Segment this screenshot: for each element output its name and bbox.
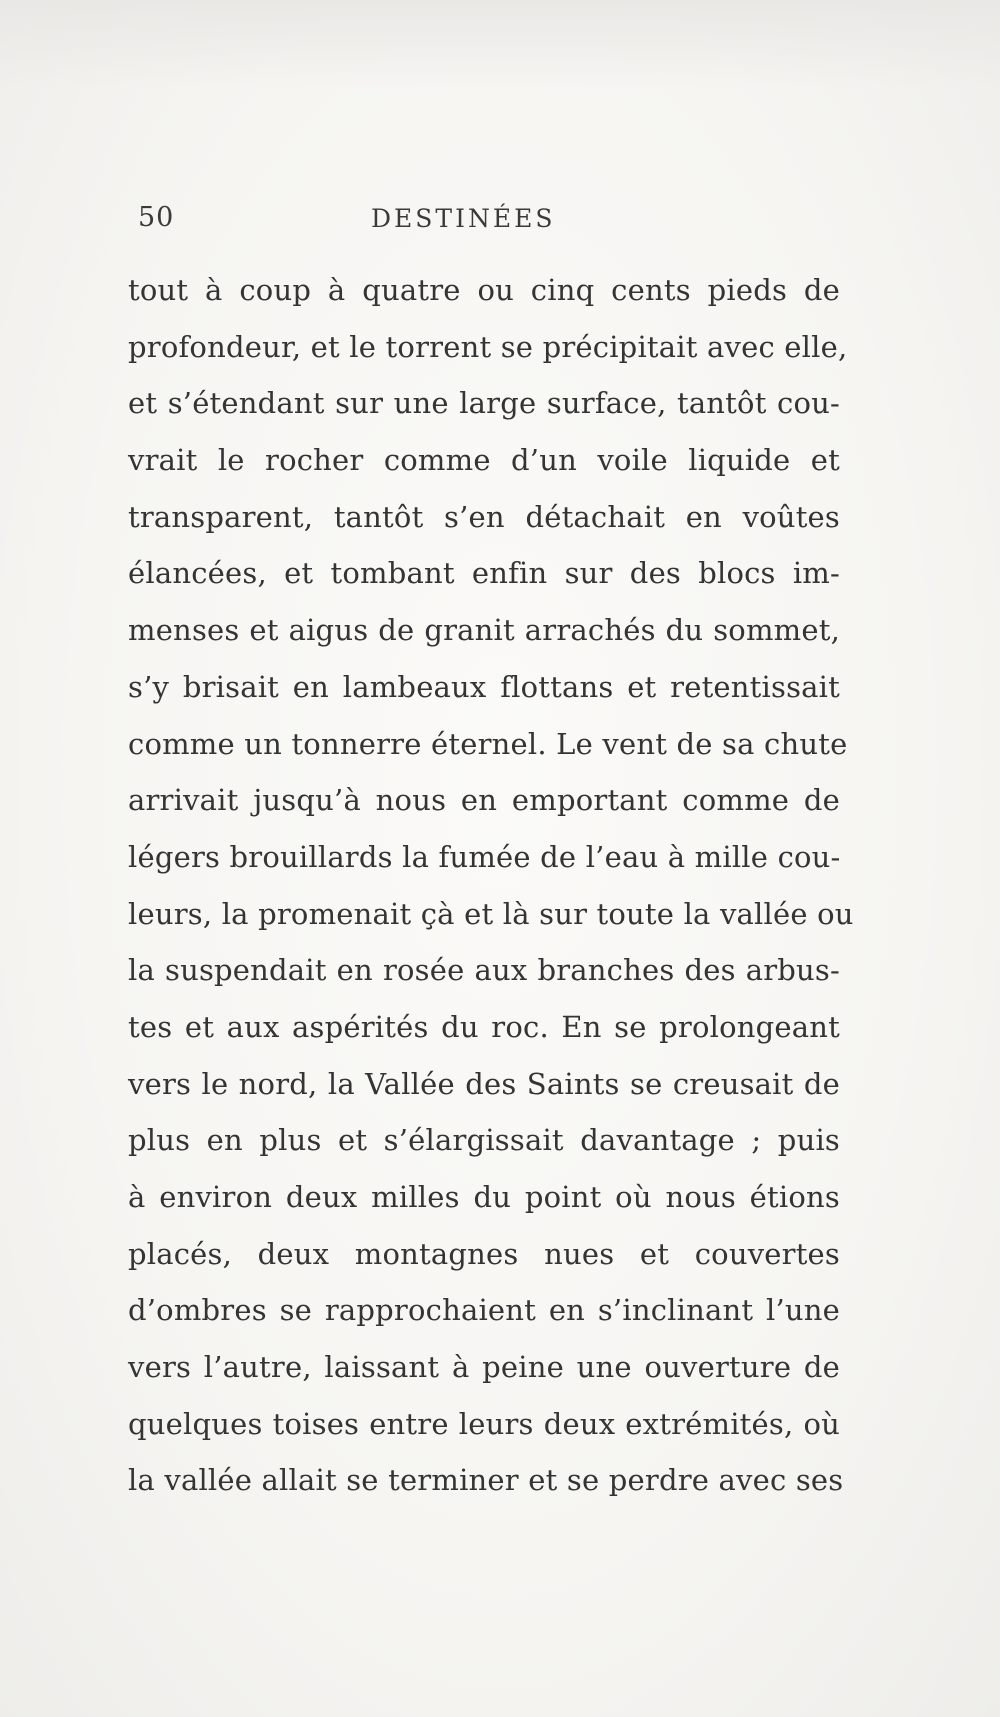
running-head: DESTINÉES <box>371 204 556 233</box>
text-line: menses et aigus de granit arrachés du sommet, <box>128 613 840 648</box>
text-line: profondeur, et le torrent se précipitait avec elle, <box>128 329 848 364</box>
text-line: tes et aux aspérités du roc. En se prolongeant <box>128 1009 840 1044</box>
text-line: leurs, la promenait çà et là sur toute la vallée ou <box>128 896 854 931</box>
page-header <box>124 202 844 242</box>
text-line: comme un tonnerre éternel. Le vent de sa chute <box>128 726 848 761</box>
text-line: placés, deux montagnes nues et couvertes <box>128 1236 840 1271</box>
text-line: la vallée allait se terminer et se perdre avec ses <box>128 1463 844 1498</box>
text-line: élancées, et tombant enfin sur des blocs im- <box>128 556 840 591</box>
text-line: vrait le rocher comme d’un voile liquide et <box>128 443 840 478</box>
text-line: et s’étendant sur une large surface, tantôt cou- <box>128 386 840 421</box>
text-line: transparent, tantôt s’en détachait en voûtes <box>128 499 840 534</box>
text-line: tout à coup à quatre ou cinq cents pieds de <box>128 273 840 307</box>
text-line: quelques toises entre leurs deux extrémités, où <box>128 1406 840 1441</box>
text-line: arrivait jusqu’à nous en emportant comme de <box>128 783 840 818</box>
text-line: vers l’autre, laissant à peine une ouverture de <box>128 1350 840 1385</box>
body-text <box>128 262 854 1509</box>
text-line: s’y brisait en lambeaux flottans et retentissait <box>128 669 840 704</box>
text-line: légers brouillards la fumée de l’eau à mille cou- <box>128 839 841 874</box>
page-number: 50 <box>138 202 175 233</box>
text-line: d’ombres se rapprochaient en s’inclinant l’une <box>128 1293 840 1328</box>
text-line: vers le nord, la Vallée des Saints se creusait de <box>128 1066 840 1101</box>
text-line: la suspendait en rosée aux branches des arbus- <box>128 953 840 988</box>
text-line: plus en plus et s’élargissait davantage ; puis <box>128 1123 840 1158</box>
text-line: à environ deux milles du point où nous étions <box>128 1180 840 1214</box>
